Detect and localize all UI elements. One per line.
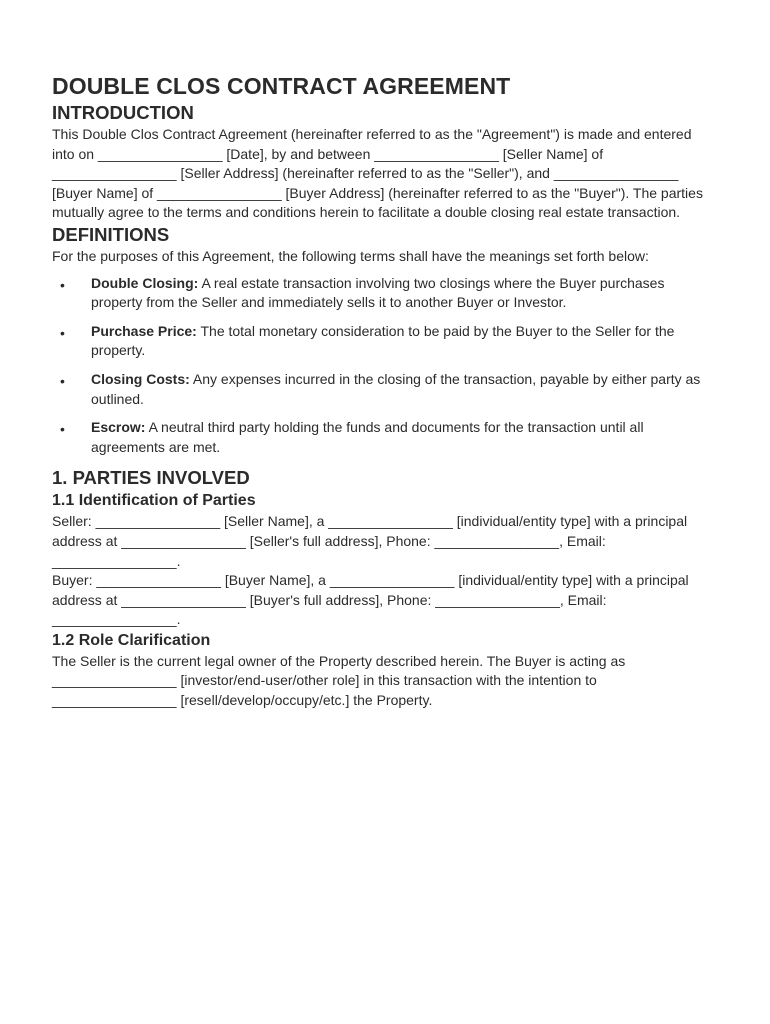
seller-identification: Seller: ________________ [Seller Name], a ________________ [individual/entity type] with a principal address at ________________ [Seller's full address], Phone: ________________, Email: ________________. xyxy=(52,513,688,569)
introduction-paragraph: This Double Clos Contract Agreement (hereinafter referred to as the "Agreement") is made and entered into on ________________ [Date], by and between ________________ [Seller Name] of ________________ [Seller Address] (hereinafter referred to as the "Seller"), and ________________ [Buyer Name] of ________________ [Buyer Address] (hereinafter referred to as the "Buyer"). The parties mutually agree to the terms and conditions herein to facilitate a double closing real estate transaction. xyxy=(52,126,703,221)
bullet-icon: • xyxy=(60,421,65,438)
role-clarification-paragraph: The Seller is the current legal owner of the Property described herein. The Buyer is acting as ________________ [investor/end-user/other role] in this transaction with the intention to ________________ [resell/develop/occupy/etc.] the Property. xyxy=(52,652,626,709)
definition-text: A real estate transaction involving two closings where the Buyer purchases property from the Seller and immediately sells it to another Buyer or Investor. xyxy=(91,274,665,311)
definition-item-double-closing xyxy=(52,274,712,313)
definition-item-purchase-price xyxy=(52,322,712,361)
parties-heading: 1. PARTIES INVOLVED xyxy=(52,467,250,489)
identification-heading: 1.1 Identification of Parties xyxy=(52,492,256,510)
definition-term: Escrow: xyxy=(91,419,146,436)
bullet-icon: • xyxy=(60,276,65,293)
definitions-list xyxy=(52,274,712,458)
document-title: DOUBLE CLOS CONTRACT AGREEMENT xyxy=(52,73,511,99)
definitions-heading: DEFINITIONS xyxy=(52,223,170,245)
introduction-heading: INTRODUCTION xyxy=(52,102,194,123)
definition-item-closing-costs xyxy=(52,370,712,409)
definition-text: Any expenses incurred in the closing of the transaction, payable by either party as outlined. xyxy=(91,370,701,407)
definition-item-escrow xyxy=(52,418,712,457)
bullet-icon: • xyxy=(60,324,65,341)
definitions-intro: For the purposes of this Agreement, the following terms shall have the meanings set forth below: xyxy=(52,247,649,264)
definition-term: Purchase Price: xyxy=(91,322,197,339)
definition-text: A neutral third party holding the funds and documents for the transaction until all agreements are met. xyxy=(91,419,644,455)
bullet-icon: • xyxy=(60,372,65,389)
definition-term: Closing Costs: xyxy=(91,370,190,387)
definition-text: The total monetary consideration to be paid by the Buyer to the Seller for the property. xyxy=(91,322,675,359)
buyer-identification: Buyer: ________________ [Buyer Name], a ________________ [individual/entity type] with a principal address at ________________ [Buyer's full address], Phone: ________________, Email: ________________. xyxy=(52,572,689,628)
definition-term: Double Closing: xyxy=(91,274,199,291)
role-clarification-heading: 1.2 Role Clarification xyxy=(52,631,211,649)
